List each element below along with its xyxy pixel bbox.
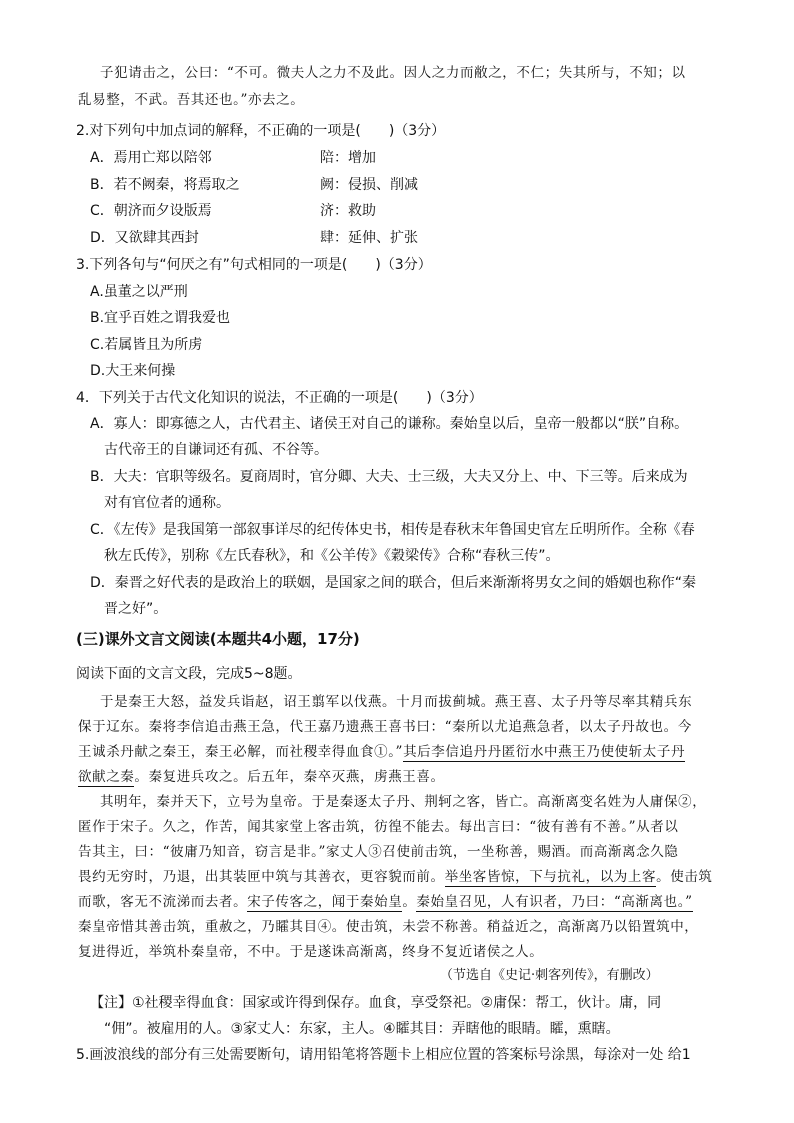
q4-option-b-cont: 对有官位者的通称。: [104, 495, 230, 511]
question-4-stem: 4．下列关于古代文化知识的说法，不正确的一项是( )（3分）: [76, 390, 483, 406]
passage-text: 畏约无穷时，乃退，出其装匣中筑与其善衣，更容貌而前。: [78, 869, 445, 885]
q4-option-a: A．寡人：即寡德之人，古代君主、诸侯王对自己的谦称。秦始皇以后，皇帝一般都以“朕”自称。: [90, 416, 689, 432]
passage-source: （节选自《史记·刺客列传》，有删改）: [440, 968, 659, 983]
q2-option-b: B．若不阙秦，将焉取之: [90, 177, 240, 193]
q4-option-a-cont: 古代帝王的自谦词还有孤、不谷等。: [104, 442, 328, 458]
underlined-text: 举坐客皆惊，下与抗礼，以为上客: [444, 869, 657, 885]
q4-option-b: B．大夫：官职等级名。夏商周时，官分卿、大夫、士三级，大夫又分上、中、下三等。后来成为: [90, 469, 688, 485]
notes-line: “佣”。被雇用的人。③家丈人：东家，主人。④矐其目：弄瞎他的眼睛。矐，熏瞎。: [104, 1021, 620, 1037]
passage-text: 王诚杀丹献之秦王，秦王必解，而社稷幸得血食①。”: [78, 744, 404, 760]
question-3-stem: 3.下列各句与“何厌之有”句式相同的一项是( )（3分）: [76, 257, 432, 273]
passage-line: 于是秦王大怒，益发兵诣赵，诏王翦军以伐燕。十月而拔蓟城。燕王喜、太子丹等尽率其精兵东: [100, 694, 693, 710]
passage-text: 。使击筑: [656, 869, 713, 885]
notes-line: 【注】①社稷幸得血食：国家或许得到保存。血食，享受祭祀。②庸保：帮工，伙计。庸，同: [90, 995, 662, 1011]
q3-option-c: C.若属皆且为所虏: [90, 337, 203, 353]
underlined-text: 宋子传客之，闻于秦始皇: [247, 894, 403, 910]
q2-option-a: A．焉用亡郑以陪邻: [90, 150, 212, 166]
passage-line: 保于辽东。秦将李信追击燕王急，代王嘉乃遗燕王喜书曰：“秦所以尤追燕急者，以太子丹故也。今: [78, 719, 692, 735]
section-heading: (三)课外文言文阅读(本题共4小题，17分): [76, 630, 360, 648]
underlined-text: 秦始皇召见，人有识者，乃曰：“高渐离也。”: [416, 894, 693, 910]
passage-line: [78, 867, 713, 887]
q3-option-b: B.宜乎百姓之谓我爱也: [90, 310, 231, 326]
passage-line: 秦皇帝惜其善击筑，重赦之，乃矐其目④。使击筑，未尝不称善。稍益近之，高渐离乃以铅置筑中，: [78, 919, 699, 935]
q2-option-d: D．又欲肆其西封: [90, 230, 199, 246]
passage-line: [78, 742, 685, 762]
passage-line: 匿作于宋子。久之，作苦，闻其家堂上客击筑，彷徨不能去。每出言曰：“彼有善有不善。”从者以: [78, 819, 679, 835]
q4-option-d-cont: 晋之好”。: [104, 601, 168, 617]
passage-line: 乱易整，不武。吾其还也。”亦去之。: [78, 92, 305, 108]
passage-line: [78, 892, 693, 912]
q4-option-c: C．《左传》是我国第一部叙事详尽的纪传体史书，相传是春秋末年鲁国史官左丘明所作。全称《春: [90, 522, 695, 538]
q3-option-d: D.大王来何操: [90, 363, 176, 379]
question-5-stem: 5.画波浪线的部分有三处需要断句，请用铅笔将答题卡上相应位置的答案标号涂黑，每涂对一处 给1: [76, 1047, 691, 1063]
wavy-underlined-text: 其后李信追丹丹匿衍水中燕王乃使使斩太子丹: [403, 744, 686, 760]
passage-line: 其明年，秦并天下，立号为皇帝。于是秦逐太子丹、荆轲之客，皆亡。高渐离变名姓为人庸保②，: [100, 794, 707, 810]
q4-option-d: D．秦晋之好代表的是政治上的联姻，是国家之间的联合，但后来渐渐将男女之间的婚姻也称作“秦: [90, 575, 697, 591]
passage-text: 。秦复进兵攻之。后五年，秦卒灭燕，虏燕王喜。: [134, 769, 445, 785]
wavy-underlined-text: 欲献之秦: [78, 769, 135, 785]
passage-text: 而歌，客无不流涕而去者。: [78, 894, 248, 910]
section-intro: 阅读下面的文言文段，完成5~8题。: [76, 666, 302, 682]
passage-text: 。: [402, 894, 417, 910]
passage-line: 复进得近，举筑朴秦皇帝，不中。于是遂诛高渐离，终身不复近诸侯之人。: [78, 944, 544, 960]
passage-line: [78, 767, 445, 787]
passage-line: 子犯请击之，公曰：“不可。微夫人之力不及此。因人之力而敝之，不仁；失其所与，不知；以: [100, 65, 686, 81]
q2-option-b-gloss: 阙：侵损、削减: [320, 177, 418, 193]
q2-option-c-gloss: 济：救助: [320, 203, 376, 219]
q2-option-a-gloss: 陪：增加: [320, 150, 376, 166]
q4-option-c-cont: 秋左氏传》，别称《左氏春秋》，和《公羊传》《穀梁传》合称“春秋三传”。: [104, 548, 560, 564]
passage-line: 告其主，曰：“彼庸乃知音，窃言是非。”家丈人③召使前击筑，一坐称善，赐酒。而高渐离念久隐: [78, 844, 679, 860]
question-2-stem: 2.对下列句中加点词的解释，不正确的一项是( )（3分）: [76, 123, 446, 139]
q3-option-a: A.虽董之以严刑: [90, 284, 188, 300]
q2-option-c: C．朝济而夕设版焉: [90, 203, 212, 219]
q2-option-d-gloss: 肆：延伸、扩张: [320, 230, 418, 246]
